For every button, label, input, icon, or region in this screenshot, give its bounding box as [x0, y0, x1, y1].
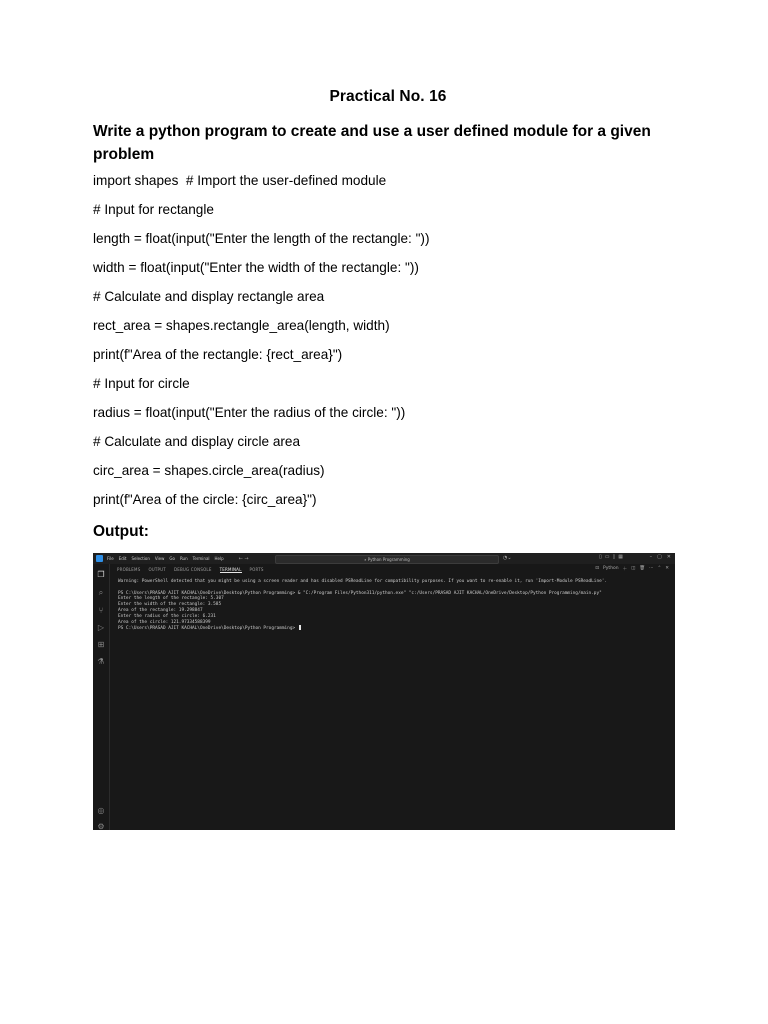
code-line: rect_area = shapes.rectangle_area(length, width) [93, 318, 390, 333]
minimize-icon[interactable]: – [649, 554, 653, 560]
code-line: # Calculate and display circle area [93, 434, 301, 449]
activity-bar [93, 564, 110, 830]
search-icon[interactable]: ⌕ [98, 588, 104, 597]
code-line: print(f"Area of the circle: {circ_area}") [93, 492, 317, 507]
menu-view[interactable]: View [154, 556, 165, 561]
menu-edit[interactable]: Edit [118, 556, 127, 561]
toggle-panel-icon[interactable]: ▭ [604, 554, 610, 560]
panel-tabs [117, 567, 264, 573]
vscode-logo-icon [96, 555, 103, 562]
settings-gear-icon[interactable]: ⚙ [97, 822, 105, 830]
code-line: # Input for rectangle [93, 202, 214, 217]
trash-icon[interactable]: 🗑 [639, 566, 646, 571]
vscode-terminal-screenshot [93, 553, 675, 830]
tab-terminal[interactable]: TERMINAL [219, 567, 242, 572]
source-control-icon[interactable]: ⑂ [98, 606, 104, 615]
problem-heading: Write a python program to create and use a user defined module for a given problem [93, 123, 651, 163]
menu-terminal[interactable]: Terminal [192, 556, 210, 561]
output-label: Output: [93, 523, 149, 540]
terminal-toolbar [595, 566, 669, 572]
terminal-profile-icon: ⊡ [595, 566, 600, 571]
tab-ports[interactable]: PORTS [249, 567, 264, 572]
close-icon[interactable]: ✕ [666, 554, 671, 560]
account-icon[interactable]: ◎ [97, 806, 105, 815]
command-center-search[interactable]: ⌕ Python Programming [275, 555, 499, 564]
title-bar [93, 553, 675, 564]
customize-layout-icon[interactable]: ▦ [618, 554, 623, 560]
code-line: print(f"Area of the rectangle: {rect_area}") [93, 347, 343, 362]
code-line: radius = float(input("Enter the radius of the circle: ")) [93, 405, 406, 420]
navigation-arrows-icon[interactable]: ← → [238, 555, 249, 562]
window-controls [650, 554, 671, 560]
new-terminal-icon[interactable]: ＋ [622, 567, 628, 572]
terminal-prompt-line [118, 625, 668, 631]
document-body [93, 88, 683, 541]
chevron-up-icon[interactable]: ⌃ [657, 566, 662, 571]
menu-file[interactable]: File [107, 556, 114, 561]
code-line: circ_area = shapes.circle_area(radius) [93, 463, 325, 478]
terminal-output[interactable] [118, 579, 668, 631]
code-line: # Input for circle [93, 376, 190, 391]
terminal-line: Area of the circle: 121.97334588399 [118, 619, 211, 625]
more-actions-icon[interactable]: ··· [649, 566, 654, 571]
terminal-line: Enter the radius of the circle: 6.231 [118, 613, 216, 619]
copilot-icon[interactable]: ◔⌄ [503, 555, 512, 561]
explorer-icon[interactable]: ❐ [97, 570, 105, 579]
close-panel-icon[interactable]: ✕ [665, 566, 669, 571]
tab-output[interactable]: OUTPUT [148, 567, 166, 572]
menu-go[interactable]: Go [169, 556, 175, 561]
code-line: import shapes # Import the user-defined module [93, 173, 387, 188]
toggle-sidebar-icon[interactable]: ▯ [599, 554, 602, 560]
menu-run[interactable]: Run [179, 556, 188, 561]
tab-problems[interactable]: PROBLEMS [117, 567, 141, 572]
testing-icon[interactable]: ⚗ [97, 657, 105, 666]
code-line: # Calculate and display rectangle area [93, 289, 325, 304]
maximize-icon[interactable]: ▢ [657, 554, 662, 560]
code-line: width = float(input("Enter the width of the rectangle: ")) [93, 260, 419, 275]
terminal-prompt: PS C:\Users\PRASAD AJIT KACHAL\OneDrive\Desktop\Python Programming> [118, 626, 298, 632]
terminal-line: Enter the width of the rectangle: 3.585 [118, 602, 222, 608]
run-debug-icon[interactable]: ▷ [97, 623, 105, 632]
toggle-secondary-sidebar-icon[interactable]: ▯ [612, 554, 616, 560]
extensions-icon[interactable]: ⊞ [97, 640, 105, 649]
layout-controls [599, 554, 623, 560]
terminal-warning: Warning: PowerShell detected that you might be using a screen reader and has disabled PSReadLine for compatibility purposes. If you want to re-enable it, run 'Import-Module PSReadLine'. [118, 579, 608, 584]
split-terminal-icon[interactable]: ◫ [631, 566, 636, 571]
menu-selection[interactable]: Selection [131, 556, 150, 561]
terminal-profile-label[interactable]: Python [603, 566, 619, 571]
terminal-cursor [299, 625, 302, 630]
page-title: Practical No. 16 [329, 88, 447, 105]
terminal-line: PS C:\Users\PRASAD AJIT KACHAL\OneDrive\Desktop\Python Programming> & "C:/Program Files/Python311/python.exe" "c:/Users/PRASAD AJIT KACHAL/OneDrive/Desktop/Python Programming/main.py" [118, 590, 602, 596]
menu-help[interactable]: Help [214, 556, 224, 561]
code-listing [93, 172, 683, 509]
tab-debug-console[interactable]: DEBUG CONSOLE [173, 567, 212, 572]
code-line: length = float(input("Enter the length of the rectangle: ")) [93, 231, 430, 246]
terminal-line: Area of the rectangle: 19.298847 [118, 607, 203, 613]
terminal-line: Enter the length of the rectangle: 5.307 [118, 596, 224, 602]
